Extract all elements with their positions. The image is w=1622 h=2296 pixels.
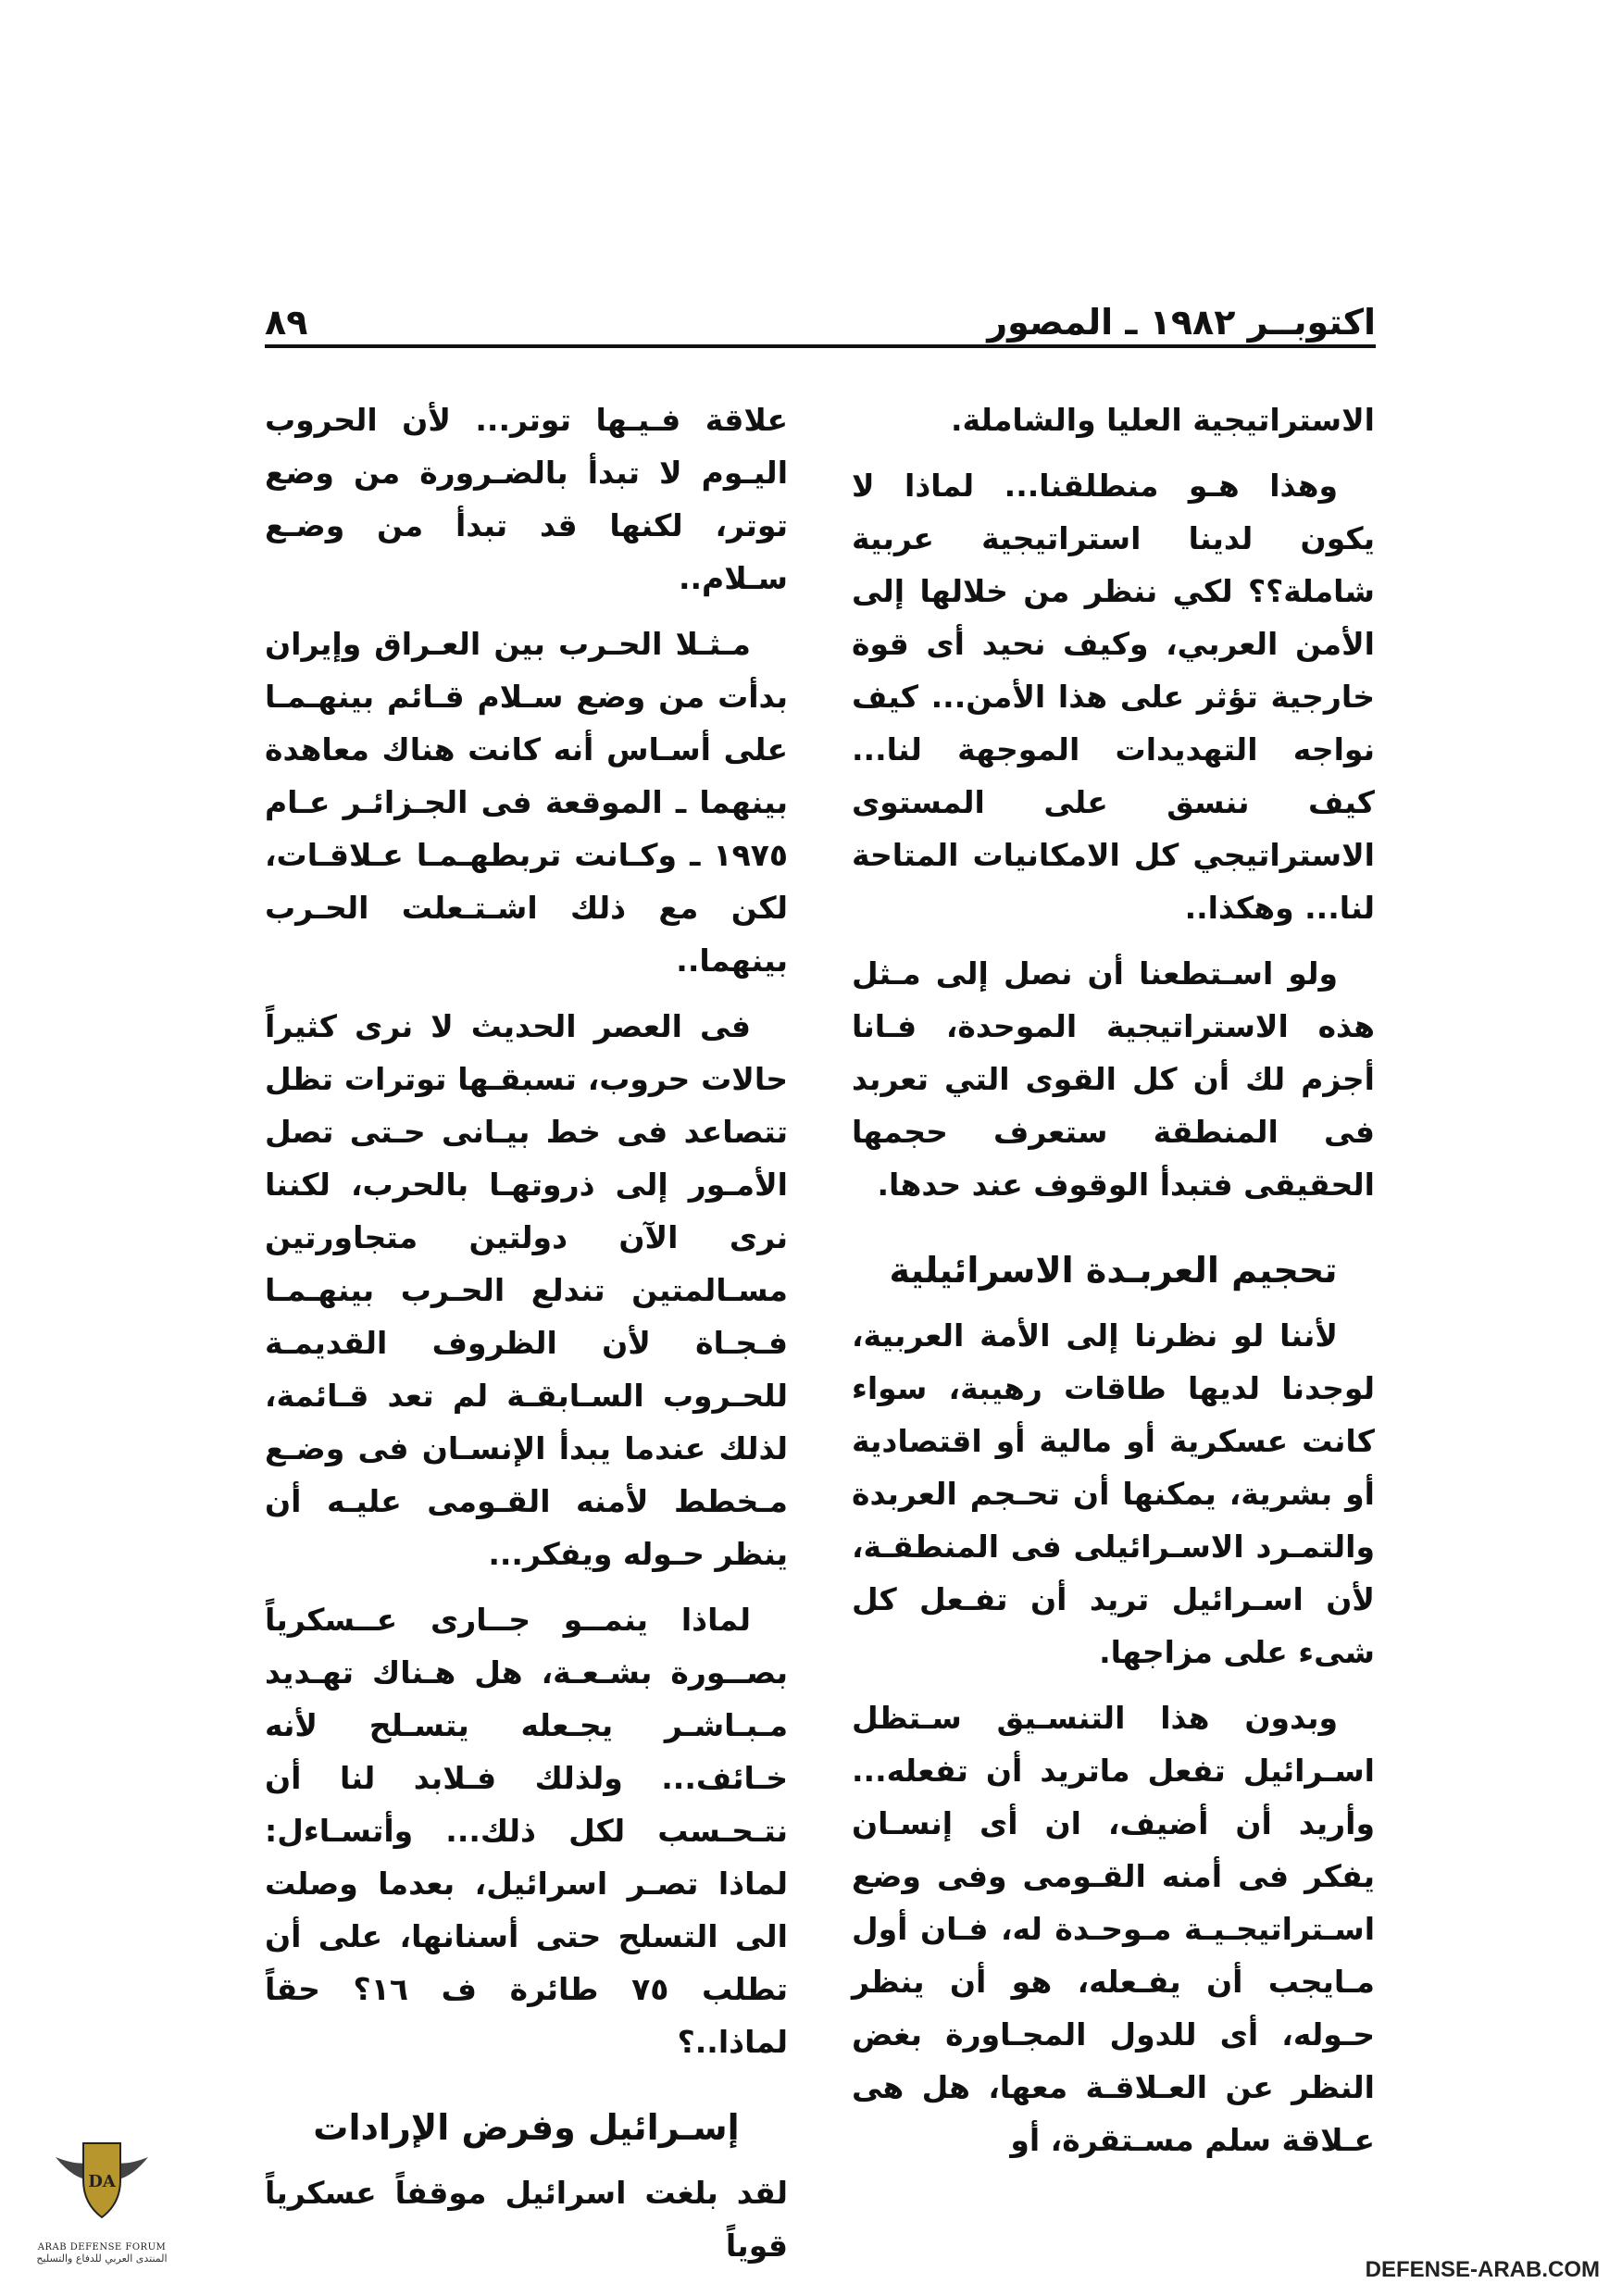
paragraph: وهذا هـو منطلقنا... لماذا لا يكون لدينا استراتيجية عربية شاملة؟؟ لكي ننظر من خلالها إلى الأمن العربي، وكيف نحيد أى قوة خارجية تؤثر على هذا الأمن... كيف نواجه التهديدات الموجهة لنا... كيف ننسق على المستوى الاستراتيجي كل الامكانيات المتاحة لنا... وهكذا..	[852, 468, 1375, 926]
paragraph: لقد بلغت اسرائيل موقفاً عسكرياً قوياً	[265, 2175, 788, 2264]
right-column	[852, 393, 1375, 2179]
left-column	[265, 393, 788, 2285]
forum-logo	[28, 2129, 176, 2291]
paragraph: فى العصر الحديث لا نرى كثيراً حالات حروب، تسبقـها توترات تظل تتصاعد فى خط بيـانى حـتى تصل الأمـور إلى ذروتهـا بالحرب، لكننا نرى الآن دولتين متجاورتين مسـالمتين تندلع الحـرب بينهـمـا فـجـاة لأن الظروف القديمـة للحـروب السـابقـة لم تعد قـائمة، لذلك عندما يبدأ الإنسـان فى وضـع مـخطط لأمنه القـومى عليـه أن ينظر حـوله ويفكر...	[265, 1008, 788, 1572]
paragraph: علاقة فـيـها توتر... لأن الحروب اليـوم لا تبدأ بالضـرورة من وضع توتر، لكنها قد تبدأ من وضـع سـلام..	[265, 402, 788, 596]
running-header	[265, 287, 1376, 343]
site-watermark: DEFENSE-ARAB.COM	[1365, 2257, 1600, 2282]
winged-shield-icon	[51, 2129, 153, 2240]
paragraph: الاستراتيجية العليا والشاملة.	[950, 402, 1375, 438]
paragraph: ولو اسـتطعنا أن نصل إلى مـثل هذه الاستراتيجية الموحدة، فـانا أجزم لك أن كل القوى التي تعربد فى المنطقة ستعرف حجمها الحقيقى فتبدأ الوقوف عند حدها.	[852, 955, 1375, 1203]
paragraph: لماذا ينمــو جــارى عــسكرياً بصــورة بشـعـة، هل هـناك تهـديد مـبـاشـر يجـعله يتسـلح لأنه خـائف... ولذلك فـلابد لنا أن نتـحـسب لكل ذلك... وأتسـاءل: لماذا تصـر اسرائيل، بعدما وصلت الى التسلح حتى أسنانها، على أن تطلب ٧٥ طائرة ف ١٦؟ حقاً لماذا..؟	[265, 1602, 788, 2060]
page-number: ٨٩	[265, 302, 308, 343]
paragraph: وبدون هذا التنسـيق سـتظل اسـرائيل تفعل ماتريد أن تفعله... وأريد أن أضيف، ان أى إنسـان يفكر فى أمنه القـومى وفى وضع اسـتراتيجـيـة مـوحـدة له، فـان أول مـايجب أن يفـعله، هو أن ينظر حـوله، أى للدول المجـاورة بغض النظر عن العـلاقـة معها، هل هى عـلاقة سلم مسـتقرة، أو	[852, 1700, 1375, 2158]
paragraph: مـثـلا الحـرب بين العـراق وإيران بدأت من وضع سـلام قـائم بينهـمـا على أسـاس أنه كانت هناك معاهدة بينهما ـ الموقعة فى الجـزائـر عـام ١٩٧٥ ـ وكـانت تربطهـمـا عـلاقـات، لكن مع ذلك اشـتـعلت الحـرب بينهما..	[265, 626, 788, 979]
svg-text:DA: DA	[88, 2172, 116, 2191]
logo-text-en: ARAB DEFENSE FORUM	[37, 2242, 167, 2252]
header-title: اكتوبــر ١٩٨٢ ـ المصور	[987, 302, 1376, 343]
section-heading: إسـرائيل وفرض الإرادات	[313, 2107, 740, 2148]
paragraph: لأننا لو نظرنا إلى الأمة العربية، لوجدنا لديها طاقات رهيبة، سواء كانت عسكرية أو مالية أو اقتصادية أو بشرية، يمكنها أن تحـجم العربدة والتمـرد الاسـرائيلى فى المنطقـة، لأن اسـرائيل تريد أن تفـعل كل شىء على مزاجها.	[852, 1317, 1375, 1670]
header-rule	[265, 344, 1376, 348]
logo-text-ar: المنتدى العربي للدفاع والتسليح	[36, 2252, 168, 2265]
section-heading: تحجيم العربـدة الاسرائيلية	[889, 1250, 1338, 1291]
